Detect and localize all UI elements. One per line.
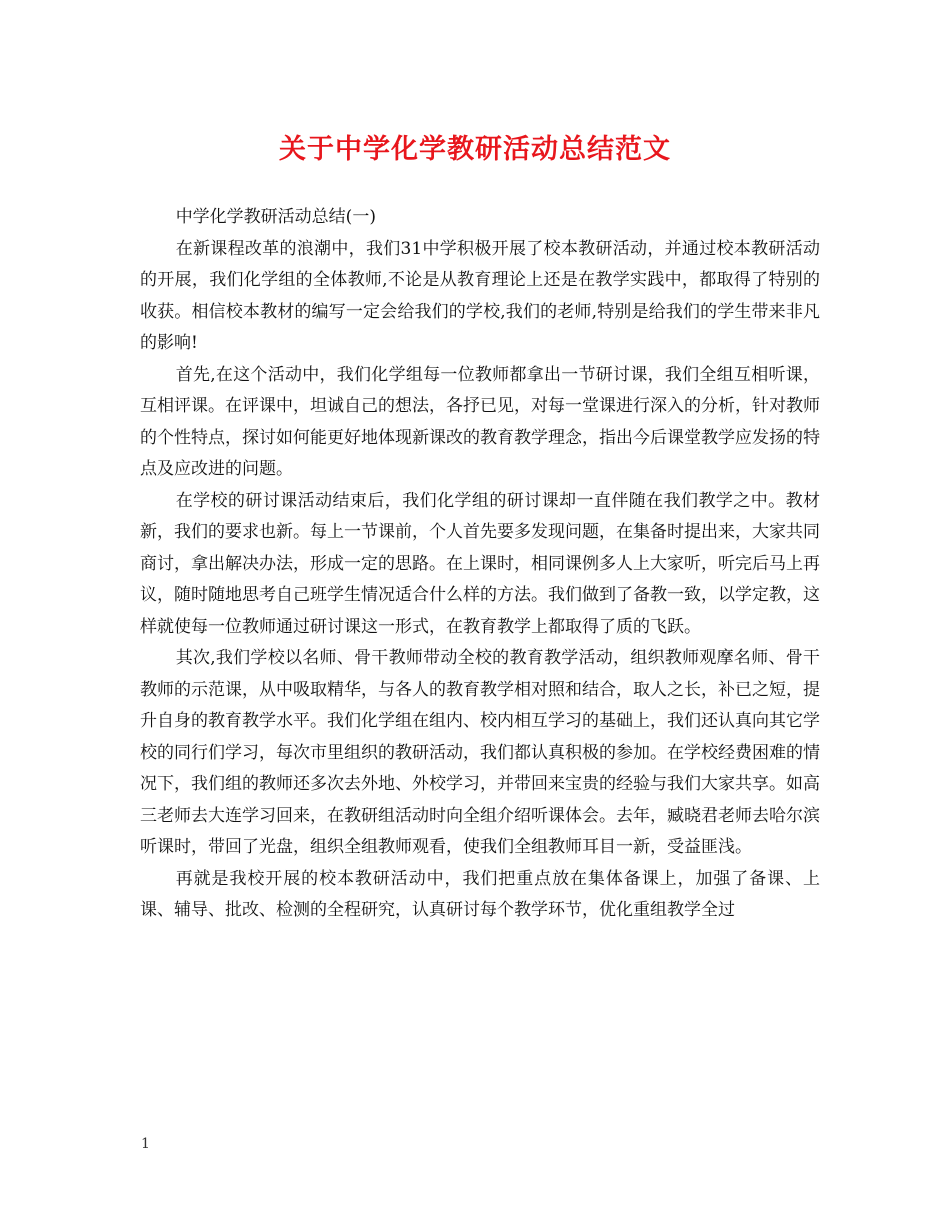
paragraph-4: 其次,我们学校以名师、骨干教师带动全校的教育教学活动，组织教师观摩名师、骨干教师的示范课，从中吸取精华，与各人的教育教学相对照和结合，取人之长，补已之短，提升自身的教育教学水平。我们化学组在组内、校内相互学习的基础上，我们还认真向其它学校的同行们学习，每次市里组织的教研活动，我们都认真积极的参加。在学校经费困难的情况下，我们组的教师还多次去外地、外校学习，并带回来宝贵的经验与我们大家共享。如高三老师去大连学习回来，在教研组活动时向全组介绍听课体会。去年，臧晓君老师去哈尔滨听课时，带回了光盘，组织全组教师观看，使我们全组教师耳目一新，受益匪浅。 — [140, 648, 820, 857]
page-number: 1 — [141, 1136, 150, 1152]
paragraph-1: 在新课程改革的浪潮中，我们31中学积极开展了校本教研活动，并通过校本教研活动的开展，我们化学组的全体教师,不论是从教育理论上还是在教学实践中，都取得了特别的收获。相信校本教材的编写一定会给我们的学校,我们的老师,特别是给我们的学生带来非凡的影响! — [140, 238, 820, 353]
paragraph-2: 首先,在这个活动中，我们化学组每一位教师都拿出一节研讨课，我们全组互相听课，互相评课。在评课中，坦诚自己的想法，各抒已见，对每一堂课进行深入的分析，针对教师的个性特点，探讨如何能更好地体现新课改的教育教学理念，指出今后课堂教学应发扬的特点及应改进的问题。 — [140, 364, 820, 479]
document-title: 关于中学化学教研活动总结范文 — [279, 134, 671, 165]
paragraph-5: 再就是我校开展的校本教研活动中，我们把重点放在集体备课上，加强了备课、上课、辅导、批改、检测的全程研究，认真研讨每个教学环节，优化重组教学全过 — [140, 868, 820, 920]
section-subheading: 中学化学教研活动总结(一) — [175, 207, 376, 227]
document-body — [140, 202, 820, 927]
paragraph-3: 在学校的研讨课活动结束后，我们化学组的研讨课却一直伴随在我们教学之中。教材新，我们的要求也新。每上一节课前，个人首先要多发现问题，在集备时提出来，大家共同商讨，拿出解决办法，形成一定的思路。在上课时，相同课例多人上大家听，听完后马上再议，随时随地思考自己班学生情况适合什么样的方法。我们做到了备教一致，以学定教，这样就使每一位教师通过研讨课这一形式，在教育教学上都取得了质的飞跃。 — [140, 490, 820, 637]
